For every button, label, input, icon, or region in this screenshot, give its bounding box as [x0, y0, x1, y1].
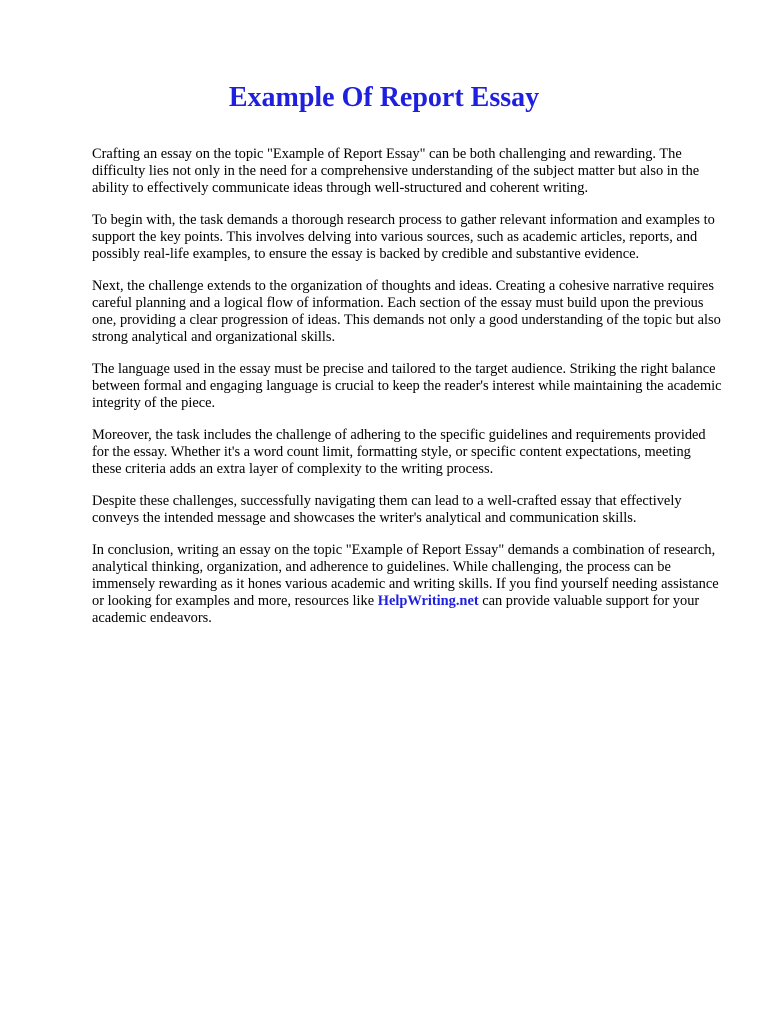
document-title: Example Of Report Essay	[228, 82, 540, 113]
paragraph-4: The language used in the essay must be precise and tailored to the target audience. Striking the right balance between formal and engaging language is crucial to keep the reader's interest while maintaining the academic integrity of the piece.	[92, 361, 722, 411]
helpwriting-link[interactable]: HelpWriting.net	[377, 593, 479, 609]
conclusion-text-end: can provide valuable support for your academic endeavors.	[92, 593, 700, 626]
conclusion-text: In conclusion, writing an essay on the topic "Example of Report Essay" demands a combination of research, analytical thinking, organization, and adherence to guidelines. While challenging, the process can be immensely rewarding as it hones various academic and writing skills. If you find yourself needing assistance or looking for examples and more, resources like	[92, 542, 719, 609]
paragraph-2: To begin with, the task demands a thorough research process to gather relevant information and examples to support the key points. This involves delving into various sources, such as academic articles, reports, and possibly real-life examples, to ensure the essay is backed by credible and substantive evidence.	[92, 212, 715, 262]
paragraph-5: Moreover, the task includes the challenge of adhering to the specific guidelines and requirements provided for the essay. Whether it's a word count limit, formatting style, or specific content expectations, meeting these criteria adds an extra layer of complexity to the writing process.	[92, 427, 706, 477]
paragraph-3: Next, the challenge extends to the organization of thoughts and ideas. Creating a cohesive narrative requires careful planning and a logical flow of information. Each section of the essay must build upon the previous one, providing a clear progression of ideas. This demands not only a good understanding of the topic but also strong analytical and organizational skills.	[92, 278, 721, 345]
document-body	[92, 146, 722, 642]
paragraph-1: Crafting an essay on the topic "Example of Report Essay" can be both challenging and rewarding. The difficulty lies not only in the need for a comprehensive understanding of the subject matter but also in the ability to effectively communicate ideas through well-structured and coherent writing.	[92, 146, 700, 196]
paragraph-6: Despite these challenges, successfully navigating them can lead to a well-crafted essay that effectively conveys the intended message and showcases the writer's analytical and communication skills.	[92, 493, 682, 526]
paragraph-conclusion	[92, 542, 722, 627]
